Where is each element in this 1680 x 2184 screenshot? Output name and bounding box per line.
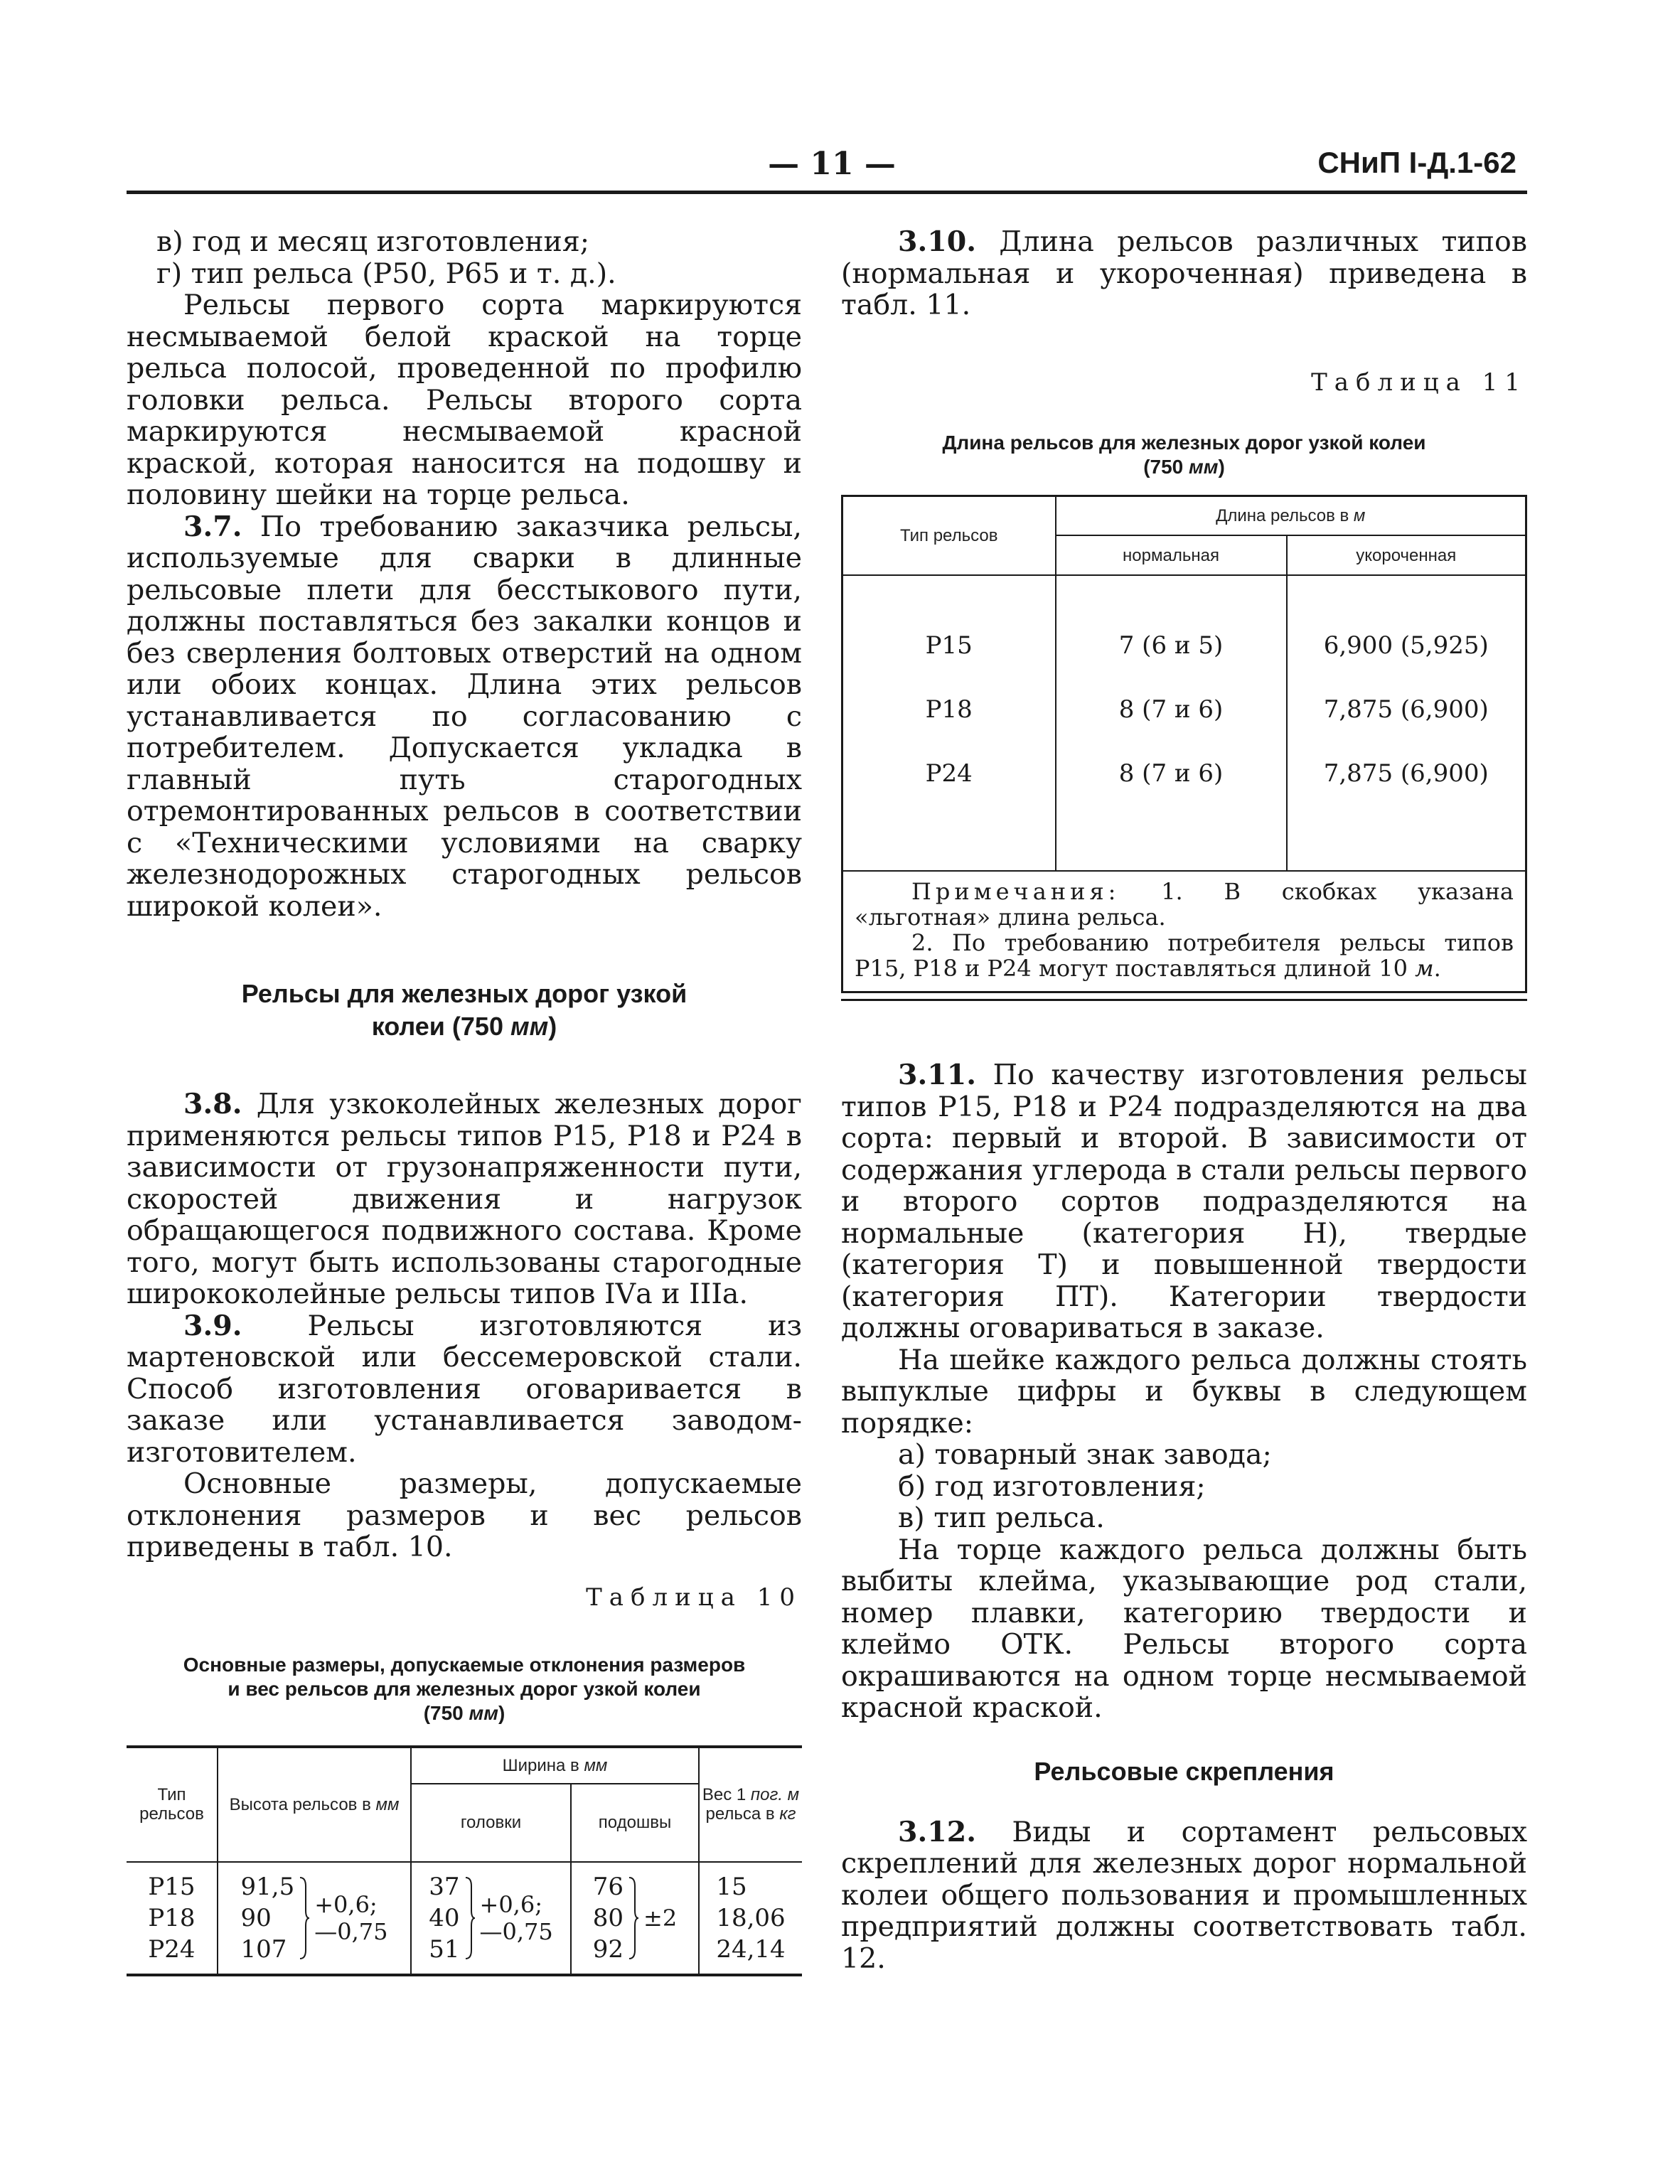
header-normal: нормальная — [1056, 535, 1287, 575]
header-height — [218, 1747, 411, 1862]
table-row — [842, 614, 1526, 678]
section-heading-line-2c: ) — [548, 1012, 557, 1041]
table-11-notes — [842, 871, 1526, 992]
height-value: 91,5 — [240, 1872, 295, 1901]
feet-group — [593, 1871, 677, 1965]
cell-heads — [411, 1862, 571, 1975]
clause-number: 3.9. — [183, 1309, 242, 1342]
header-weight-text-2: рельса в — [705, 1804, 780, 1824]
type-value: Р24 — [148, 1934, 196, 1964]
clause-number: 3.8. — [183, 1088, 242, 1120]
unit-mm: мм — [469, 1701, 498, 1724]
cell-normal: 8 (7 и 6) — [1056, 742, 1287, 805]
list-item-b: б) год изготовления; — [898, 1470, 1206, 1503]
types-stack — [148, 1871, 195, 1965]
tolerance-plus: +0,6; — [479, 1890, 542, 1918]
tolerance-minus: —0,75 — [479, 1917, 553, 1945]
paragraph-3-12 — [841, 1816, 1527, 1975]
section-heading-narrow-gauge — [127, 978, 802, 1043]
header-width-text: Ширина в — [502, 1755, 584, 1775]
foot-value: 92 — [592, 1934, 624, 1964]
paragraph-3-7 — [127, 511, 802, 923]
paragraph-3-10 — [841, 226, 1527, 321]
table-11-label: Таблица 11 — [1311, 368, 1527, 397]
header-length — [1056, 496, 1526, 535]
foot-value: 76 — [592, 1872, 624, 1901]
weight-value: 24,14 — [716, 1934, 786, 1964]
header-short: укороченная — [1287, 535, 1526, 575]
foot-tolerance: ±2 — [643, 1904, 678, 1932]
note-2-end: . — [1433, 955, 1441, 982]
note-1-text: 1. В скобках указана «льготная» длина рельса. — [855, 878, 1514, 931]
right-brace-icon — [299, 1876, 310, 1960]
clause-number: 3.7. — [183, 510, 242, 543]
tolerance-minus: —0,75 — [314, 1917, 388, 1945]
foot-value: 80 — [592, 1903, 624, 1932]
section-heading-line-1: Рельсы для железных дорог узкой — [241, 979, 687, 1008]
weights-stack — [716, 1871, 785, 1965]
clause-number: 3.10. — [898, 225, 976, 258]
right-brace-icon — [628, 1876, 639, 1960]
section-heading-line-2a: колеи (750 — [371, 1012, 510, 1041]
unit-mm: мм — [584, 1755, 608, 1775]
table-10-title-line-3c: ) — [498, 1701, 505, 1724]
cell-types — [127, 1862, 218, 1975]
head-value: 51 — [429, 1934, 460, 1964]
unit-mm: мм — [375, 1794, 400, 1814]
table-10-label: Таблица 10 — [586, 1583, 802, 1612]
clause-text: Длина рельсов различных типов (нормальная и укороченная) приведена в табл. 11. — [841, 225, 1527, 321]
cell-feet — [571, 1862, 699, 1975]
table-11-title-line-1: Длина рельсов для железных дорог узкой колеи — [942, 431, 1426, 454]
height-value: 90 — [240, 1903, 272, 1932]
clause-text: Для узкоколейных железных дорог применяются рельсы типов Р15, Р18 и Р24 в зависимости от грузонапряженности пути, скоростей движения и нагрузок обращающегося подвижного состава. Кроме того, могут быть использованы старогодные ширококолейные рельсы типов IVа и IIIа. — [127, 1088, 802, 1310]
clause-number: 3.12. — [898, 1815, 976, 1848]
unit-m: м — [1353, 505, 1366, 525]
note-2-text: 2. По требованию потребителя рельсы типов Р15, Р18 и Р24 могут поставляться длиной 10 — [855, 929, 1514, 982]
header-type: Тип рельсов — [127, 1747, 218, 1862]
table-10-title-line-3a: (750 — [423, 1701, 469, 1724]
cell-weights — [699, 1862, 802, 1975]
note-1 — [855, 879, 1514, 930]
unit-pog-m: пог. м — [750, 1785, 800, 1804]
header-height-text: Высота рельсов в — [229, 1794, 376, 1814]
table-11-title — [841, 431, 1527, 479]
clause-text: По качеству изготовления рельсы типов Р15, Р18 и Р24 подразделяются на два сорта: первый и второй. В зависимости от содержания углерода в стали рельсы первого и второго сортов подразделяются на нормальные (категория Н), твердые (категория Т) и повышенной твердости (категория ПТ). Категории твердости должны оговариваться в заказе. — [841, 1059, 1527, 1344]
cell-normal: 8 (7 и 6) — [1056, 678, 1287, 742]
paragraph-end-marking: На торце каждого рельса должны быть выбиты клейма, указывающие род стали, номер плавки, категорию твердости и клеймо ОТК. Рельсы второго сорта окрашиваются на одном торце несмываемой красной краской. — [841, 1533, 1527, 1724]
unit-mm: мм — [1189, 455, 1219, 478]
weight-value: 18,06 — [716, 1903, 786, 1932]
header-weight — [699, 1747, 802, 1862]
header-rule — [127, 191, 1527, 194]
header-head: головки — [411, 1784, 571, 1862]
cell-type: Р24 — [842, 742, 1056, 805]
feet-stack — [593, 1871, 624, 1965]
tolerance-plus: +0,6; — [314, 1890, 378, 1918]
clause-text: Виды и сортамент рельсовых скреплений для железных дорог нормальной колеи общего пользования и промышленных предприятий должны соответствовать табл. 12. — [841, 1815, 1527, 1975]
notes-label: Примечания: — [911, 878, 1120, 905]
header-width — [411, 1747, 699, 1784]
table-10-title-line-2: и вес рельсов для железных дорог узкой колеи — [228, 1677, 701, 1700]
type-value: Р18 — [148, 1903, 196, 1932]
table-row — [842, 678, 1526, 742]
left-column — [127, 226, 802, 1976]
header-type: Тип рельсов — [842, 496, 1056, 575]
paragraph-3-11 — [841, 1059, 1527, 1344]
list-item-g: г) тип рельса (Р50, Р65 и т. д.). — [156, 257, 616, 290]
heights-stack — [241, 1871, 295, 1965]
cell-normal: 7 (6 и 5) — [1056, 614, 1287, 678]
paragraph-marking: Рельсы первого сорта маркируются несмываемой белой краской на торце рельса полосой, проведенной по профилю головки рельса. Рельсы второго сорта маркируются несмываемой красной краской, которая наносится на подошву и половину шейки на торце рельса. — [127, 289, 802, 511]
page-number: — 11 — — [768, 146, 896, 182]
header-weight-text: Вес 1 — [702, 1785, 751, 1804]
clause-text: Рельсы изготовляются из мартеновской или бессемеровской стали. Способ изготовления оговаривается в заказе или устанавливается заводом-изготовителем. — [127, 1309, 802, 1469]
paragraph-neck: На шейке каждого рельса должны стоять выпуклые цифры и буквы в следующем порядке: — [841, 1343, 1527, 1440]
list-item-v: в) год и месяц изготовления; — [156, 225, 590, 258]
paragraph-3-9 — [127, 1310, 802, 1469]
weight-value: 15 — [716, 1872, 747, 1901]
table-11-title-line-2c: ) — [1218, 455, 1225, 478]
table-10-title-line-1: Основные размеры, допускаемые отклонения размеров — [183, 1653, 746, 1676]
paragraph-dimensions: Основные размеры, допускаемые отклонения размеров и вес рельсов приведены в табл. 10. — [127, 1467, 802, 1563]
table-11 — [841, 495, 1527, 994]
cell-short: 7,875 (6,900) — [1287, 742, 1526, 805]
head-value: 40 — [429, 1903, 460, 1932]
head-tolerance — [480, 1891, 553, 1945]
height-tolerance — [314, 1891, 387, 1945]
header-length-text: Длина рельсов в — [1216, 505, 1354, 525]
cell-type: Р18 — [842, 678, 1056, 742]
document-code: СНиП І-Д.1-62 — [1317, 146, 1516, 179]
cell-type: Р15 — [842, 614, 1056, 678]
section-heading-fastenings: Рельсовые скрепления — [1034, 1756, 1334, 1786]
unit-m: м — [1415, 955, 1434, 982]
clause-text: По требованию заказчика рельсы, используемые для сварки в длинные рельсовые плети для бесстыкового пути, должны поставляться без закалки концов и без сверления болтовых отверстий на одном или обоих концах. Длина этих рельсов устанавливается по согласованию с потребителем. Допускается укладка в главный путь старогодных отремонтированных рельсов в соответствии с «Техническими условиями на сварку железнодорожных старогодных рельсов широкой колеи». — [127, 510, 802, 923]
head-value: 37 — [429, 1872, 460, 1901]
unit-kg: кг — [779, 1804, 796, 1824]
cell-heights — [218, 1862, 411, 1975]
cell-short: 6,900 (5,925) — [1287, 614, 1526, 678]
list-item-v: в) тип рельса. — [898, 1502, 1105, 1534]
type-value: Р15 — [148, 1872, 196, 1901]
note-2 — [855, 930, 1514, 981]
table-11-title-line-2a: (750 — [1143, 455, 1189, 478]
right-brace-icon — [464, 1876, 476, 1960]
paragraph-3-8 — [127, 1088, 802, 1310]
list-item-a: а) товарный знак завода; — [898, 1438, 1272, 1471]
cell-short: 7,875 (6,900) — [1287, 678, 1526, 742]
unit-mm: мм — [510, 1012, 549, 1041]
table-10 — [127, 1745, 802, 1976]
table-row — [842, 742, 1526, 805]
heights-group — [241, 1871, 388, 1965]
header-foot: подошвы — [571, 1784, 699, 1862]
right-column — [841, 226, 1527, 1974]
heads-stack — [429, 1871, 459, 1965]
clause-number: 3.11. — [898, 1059, 976, 1091]
table-10-title — [127, 1653, 802, 1725]
height-value: 107 — [240, 1934, 287, 1964]
heads-group — [429, 1871, 553, 1965]
